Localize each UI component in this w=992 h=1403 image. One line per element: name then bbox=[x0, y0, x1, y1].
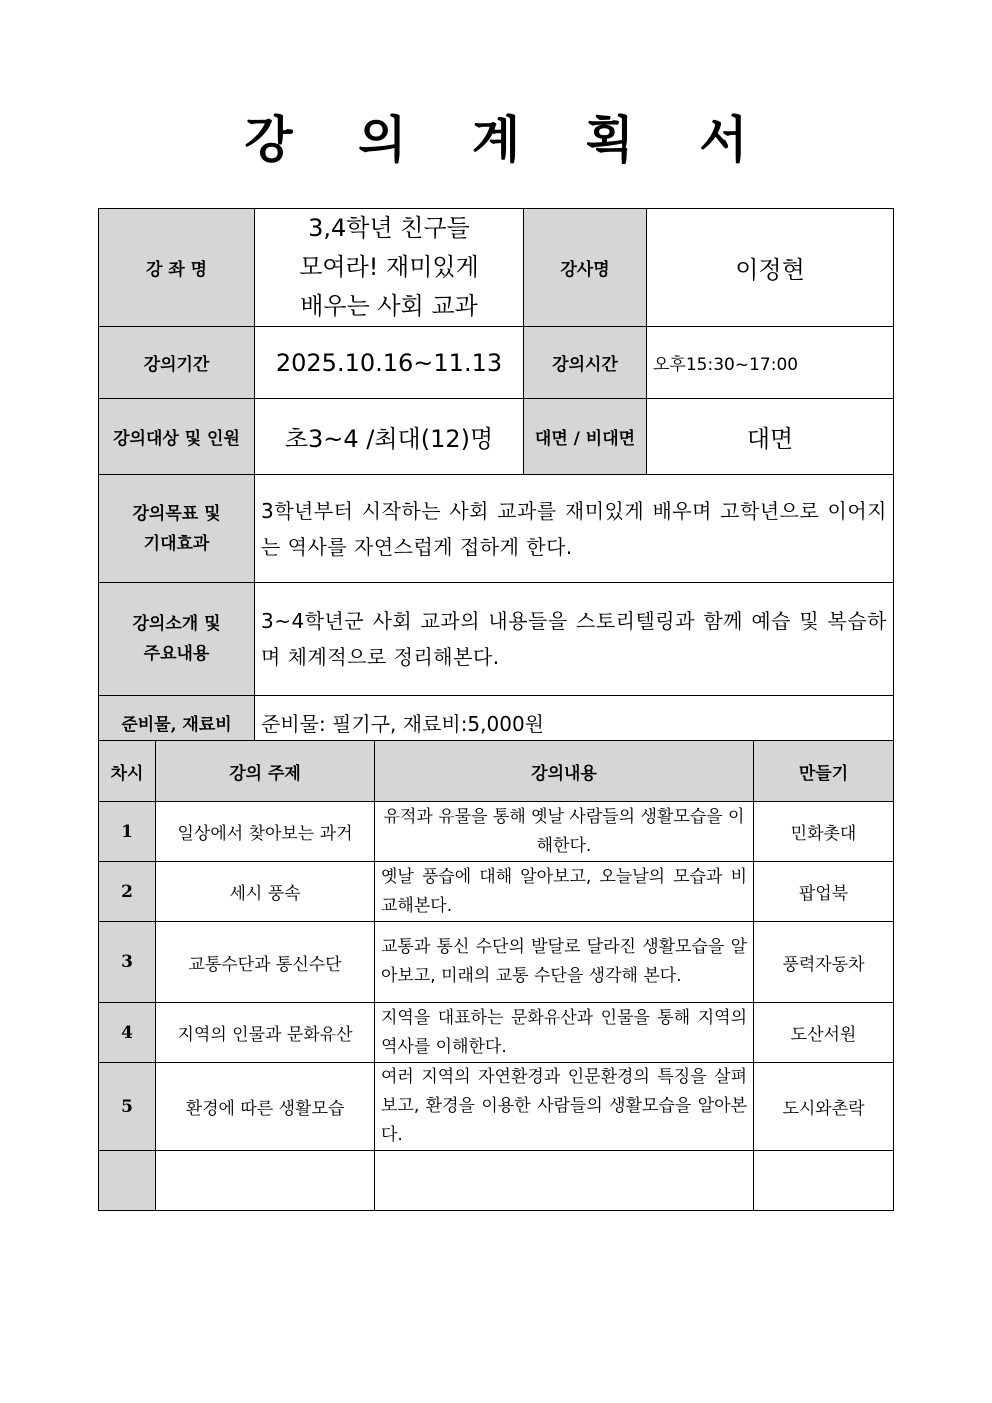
goal-row bbox=[99, 475, 894, 583]
session-craft: 팝업북 bbox=[754, 862, 894, 922]
period-value: 2025.10.16~11.13 bbox=[255, 327, 524, 399]
session-content: 여러 지역의 자연환경과 인문환경의 특징을 살펴보고, 환경을 이용한 사람들의 생활모습을 알아본다. bbox=[375, 1063, 754, 1151]
table-row bbox=[99, 862, 894, 922]
content-header: 강의내용 bbox=[375, 741, 754, 802]
materials-value: 준비물: 필기구, 재료비:5,000원 bbox=[255, 696, 894, 749]
session-number: 5 bbox=[99, 1063, 156, 1151]
course-name-line-3: 배우는 사회 교과 bbox=[300, 292, 478, 320]
table-row bbox=[99, 1003, 894, 1063]
session-craft: 도시와촌락 bbox=[754, 1063, 894, 1151]
session-craft bbox=[754, 1151, 894, 1211]
target-row bbox=[99, 399, 894, 475]
course-name-row bbox=[99, 209, 894, 327]
time-label: 강의시간 bbox=[524, 327, 647, 399]
course-info-table bbox=[98, 208, 894, 749]
table-row bbox=[99, 1063, 894, 1151]
session-number: 4 bbox=[99, 1003, 156, 1063]
course-name-label: 강 좌 명 bbox=[99, 209, 255, 327]
goal-value: 3학년부터 시작하는 사회 교과를 재미있게 배우며 고학년으로 이어지는 역사를 자연스럽게 접하게 한다. bbox=[255, 475, 894, 583]
intro-label-line-1: 강의소개 및 bbox=[132, 614, 221, 634]
intro-value: 3~4학년군 사회 교과의 내용들을 스토리텔링과 함께 예습 및 복습하며 체계적으로 정리해본다. bbox=[255, 583, 894, 696]
schedule-header-row bbox=[99, 741, 894, 802]
instructor-label: 강사명 bbox=[524, 209, 647, 327]
intro-row bbox=[99, 583, 894, 696]
course-name-line-1: 3,4학년 친구들 bbox=[308, 214, 470, 242]
session-content: 지역을 대표하는 문화유산과 인물을 통해 지역의 역사를 이해한다. bbox=[375, 1003, 754, 1063]
session-topic: 세시 풍속 bbox=[156, 862, 375, 922]
craft-header: 만들기 bbox=[754, 741, 894, 802]
session-content: 교통과 통신 수단의 발달로 달라진 생활모습을 알아보고, 미래의 교통 수단을 생각해 본다. bbox=[375, 922, 754, 1003]
time-value: 오후15:30~17:00 bbox=[647, 327, 894, 399]
instructor-value: 이정현 bbox=[647, 209, 894, 327]
session-header: 차시 bbox=[99, 741, 156, 802]
session-content: 옛날 풍습에 대해 알아보고, 오늘날의 모습과 비교해본다. bbox=[375, 862, 754, 922]
table-row bbox=[99, 1151, 894, 1211]
schedule-table bbox=[98, 740, 894, 1211]
session-topic: 교통수단과 통신수단 bbox=[156, 922, 375, 1003]
period-label: 강의기간 bbox=[99, 327, 255, 399]
session-topic: 일상에서 찾아보는 과거 bbox=[156, 802, 375, 862]
topic-header: 강의 주제 bbox=[156, 741, 375, 802]
session-content bbox=[375, 1151, 754, 1211]
session-topic: 환경에 따른 생활모습 bbox=[156, 1063, 375, 1151]
session-number bbox=[99, 1151, 156, 1211]
session-number: 3 bbox=[99, 922, 156, 1003]
target-value: 초3~4 /최대(12)명 bbox=[255, 399, 524, 475]
session-number: 1 bbox=[99, 802, 156, 862]
course-name-line-2: 모여라! 재미있게 bbox=[299, 253, 479, 281]
goal-label-line-2: 기대효과 bbox=[143, 533, 210, 554]
materials-label: 준비물, 재료비 bbox=[99, 696, 255, 749]
session-topic bbox=[156, 1151, 375, 1211]
session-craft: 도산서원 bbox=[754, 1003, 894, 1063]
course-name-value bbox=[255, 209, 524, 327]
table-row bbox=[99, 922, 894, 1003]
table-row bbox=[99, 802, 894, 862]
document-title: 강 의 계 획 서 bbox=[244, 111, 772, 169]
mode-value: 대면 bbox=[647, 399, 894, 475]
session-number: 2 bbox=[99, 862, 156, 922]
goal-label-line-1: 강의목표 및 bbox=[132, 503, 221, 524]
goal-label bbox=[99, 475, 255, 583]
period-row bbox=[99, 327, 894, 399]
session-craft: 민화촛대 bbox=[754, 802, 894, 862]
session-content: 유적과 유물을 통해 옛날 사람들의 생활모습을 이해한다. bbox=[375, 802, 754, 862]
intro-label-line-2: 주요내용 bbox=[143, 644, 210, 664]
intro-label bbox=[99, 583, 255, 696]
mode-label: 대면 / 비대면 bbox=[524, 399, 647, 475]
session-craft: 풍력자동차 bbox=[754, 922, 894, 1003]
session-topic: 지역의 인물과 문화유산 bbox=[156, 1003, 375, 1063]
target-label: 강의대상 및 인원 bbox=[99, 399, 255, 475]
